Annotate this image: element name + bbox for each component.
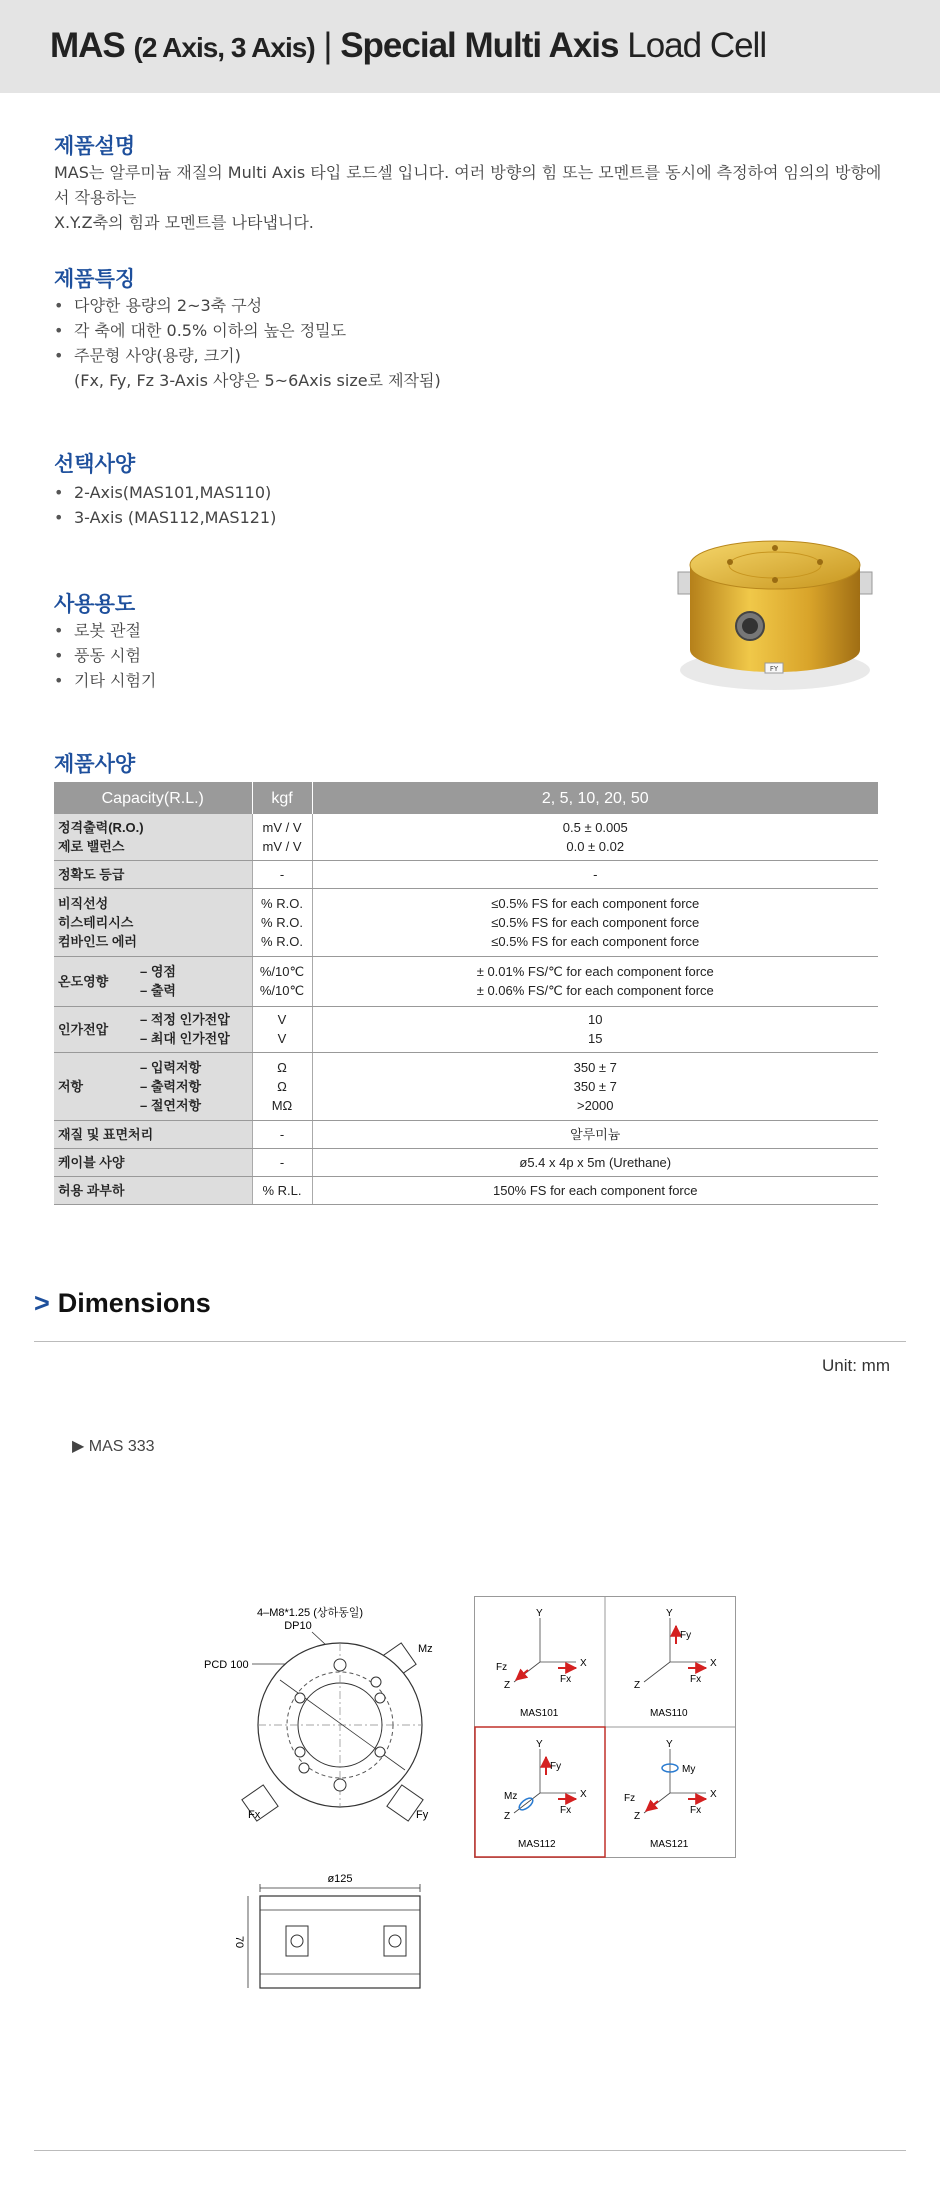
row-value xyxy=(312,1006,878,1052)
table-row xyxy=(54,1120,878,1148)
row-label: 케이블 사양 xyxy=(54,1148,252,1176)
row-sublabel xyxy=(140,1052,252,1120)
fx-label: Fx xyxy=(560,1674,572,1685)
fx-label: Fx xyxy=(560,1805,572,1816)
title-light: Load Cell xyxy=(627,26,767,65)
row-label-line: 비직선성 xyxy=(58,895,109,911)
list-item: • 로봇 관절 xyxy=(54,618,156,643)
list-item: • 3-Axis (MAS112,MAS121) xyxy=(54,505,276,530)
holes-depth: DP10 xyxy=(284,1620,312,1632)
row-label: 재질 및 표면처리 xyxy=(54,1120,252,1148)
value-line: ≤0.5% FS for each component force xyxy=(491,914,700,930)
sublabel-line: – 영점 xyxy=(140,964,176,979)
features-heading: 제품특징 xyxy=(54,267,136,291)
row-label: 인가전압 xyxy=(54,1006,140,1052)
fy-label: Fy xyxy=(680,1630,692,1641)
unit-line: Ω xyxy=(277,1059,287,1075)
fz-label: Fz xyxy=(496,1662,508,1673)
row-label xyxy=(54,814,252,860)
chevron-right-icon: > xyxy=(34,1288,50,1318)
value-line: 0.0 ± 0.02 xyxy=(566,838,625,854)
row-label: 저항 xyxy=(54,1052,140,1120)
mz-label: Mz xyxy=(418,1643,433,1655)
header-unit: kgf xyxy=(252,782,312,814)
row-label-line: 컴바인드 에러 xyxy=(58,933,137,949)
row-unit: - xyxy=(252,1120,312,1148)
row-label: 온도영향 xyxy=(54,956,140,1006)
table-row xyxy=(54,1148,878,1176)
table-row xyxy=(54,956,878,1006)
row-unit xyxy=(252,956,312,1006)
table-row xyxy=(54,1176,878,1204)
model-mas110: MAS110 xyxy=(650,1708,688,1719)
spec-table xyxy=(54,782,878,1205)
row-value xyxy=(312,1052,878,1120)
list-item: • 주문형 사양(용량, 크기) xyxy=(54,343,441,368)
row-value: - xyxy=(312,860,878,888)
unit-label: Unit: mm xyxy=(822,1356,890,1375)
unit-line: mV / V xyxy=(262,819,302,835)
description-heading: 제품설명 xyxy=(54,134,136,158)
axis-z-label: Z xyxy=(634,1680,641,1691)
table-row xyxy=(54,888,878,956)
title-bold: Special Multi Axis xyxy=(340,26,619,65)
unit-line: Ω xyxy=(277,1078,287,1094)
pcd-label: PCD 100 xyxy=(204,1659,249,1671)
axis-x-label: X xyxy=(580,1789,587,1800)
value-line: 15 xyxy=(588,1031,603,1046)
fx-label: Fx xyxy=(690,1805,702,1816)
sublabel-line: – 출력 xyxy=(140,983,176,998)
axis-x-label: X xyxy=(710,1789,717,1800)
my-label: My xyxy=(682,1764,696,1775)
unit-line: MΩ xyxy=(271,1097,293,1113)
usage-heading: 사용용도 xyxy=(54,592,136,616)
axis-x-label: X xyxy=(580,1658,587,1669)
row-unit xyxy=(252,1006,312,1052)
list-item: • 기타 시험기 xyxy=(54,668,156,693)
axis-z-label: Z xyxy=(634,1811,641,1822)
value-line: 350 ± 7 xyxy=(573,1059,617,1075)
row-value: ø5.4 x 4p x 5m (Urethane) xyxy=(312,1148,878,1176)
features-list xyxy=(54,293,441,393)
value-line: ≤0.5% FS for each component force xyxy=(491,933,700,949)
row-unit: - xyxy=(252,1148,312,1176)
axis-z-label: Z xyxy=(504,1680,511,1691)
row-value xyxy=(312,888,878,956)
axis-y-label: Y xyxy=(536,1739,543,1750)
fx-label: Fx xyxy=(248,1809,261,1821)
table-header-row xyxy=(54,782,878,814)
description-text xyxy=(54,160,894,235)
table-row xyxy=(54,1052,878,1120)
unit-line: % R.O. xyxy=(261,895,303,911)
description-line-1: MAS는 알루미늄 재질의 Multi Axis 타입 로드셀 입니다. 여러 방향의 힘 또는 모멘트를 동시에 측정하여 임의의 방향에서 작용하는 xyxy=(54,163,882,207)
row-sublabel xyxy=(140,1006,252,1052)
row-unit: % R.L. xyxy=(252,1176,312,1204)
axis-diagrams xyxy=(474,1596,736,1858)
value-line: ≤0.5% FS for each component force xyxy=(491,895,700,911)
mz-label: Mz xyxy=(504,1791,518,1802)
axis-z-label: Z xyxy=(504,1811,511,1822)
value-line: 10 xyxy=(588,1012,603,1027)
value-line: ± 0.06% FS/℃ for each component force xyxy=(476,983,714,998)
unit-line: %/10℃ xyxy=(259,983,305,998)
title-separator: | xyxy=(323,26,332,65)
axis-x-label: X xyxy=(710,1658,717,1669)
page-title xyxy=(50,26,766,66)
row-label xyxy=(54,888,252,956)
table-row xyxy=(54,1006,878,1052)
unit-line: % R.O. xyxy=(261,933,303,949)
page-header xyxy=(0,0,940,93)
description-line-2: X.Y.Z축의 힘과 모멘트를 나타냅니다. xyxy=(54,213,314,232)
row-value: 알루미늄 xyxy=(312,1120,878,1148)
fy-label: Fy xyxy=(416,1809,429,1821)
row-value xyxy=(312,956,878,1006)
list-item: • 다양한 용량의 2~3축 구성 xyxy=(54,293,441,318)
row-unit xyxy=(252,814,312,860)
header-values: 2, 5, 10, 20, 50 xyxy=(312,782,878,814)
axis-y-label: Y xyxy=(666,1608,673,1619)
row-unit: - xyxy=(252,860,312,888)
fy-label: Fy xyxy=(550,1761,562,1772)
sublabel-line: – 최대 인가전압 xyxy=(140,1031,230,1046)
sublabel-line: – 적정 인가전압 xyxy=(140,1012,230,1027)
row-sublabel xyxy=(140,956,252,1006)
header-capacity: Capacity(R.L.) xyxy=(54,782,252,814)
row-label: 정확도 등급 xyxy=(54,860,252,888)
sublabel-line: – 입력저항 xyxy=(140,1059,202,1075)
fz-label: Fz xyxy=(624,1793,636,1804)
row-value: 150% FS for each component force xyxy=(312,1176,878,1204)
unit-line: mV / V xyxy=(262,838,302,854)
row-label-line: 제로 밸런스 xyxy=(58,838,125,854)
value-line: >2000 xyxy=(576,1097,614,1113)
row-label: 허용 과부하 xyxy=(54,1176,252,1204)
axis-y-label: Y xyxy=(536,1608,543,1619)
model-label: ▶ MAS 333 xyxy=(72,1438,155,1455)
unit-line: V xyxy=(277,1031,287,1046)
options-list xyxy=(54,480,276,530)
divider xyxy=(34,2150,906,2151)
row-value xyxy=(312,814,878,860)
value-line: 350 ± 7 xyxy=(573,1078,617,1094)
model-mas121: MAS121 xyxy=(650,1839,689,1850)
dimensions-heading xyxy=(34,1288,211,1319)
unit-line: V xyxy=(277,1012,287,1027)
usage-list xyxy=(54,618,156,693)
list-item: • 각 축에 대한 0.5% 이하의 높은 정밀도 xyxy=(54,318,441,343)
title-model: MAS xyxy=(50,26,125,65)
product-image xyxy=(660,530,890,695)
model-mas112: MAS112 xyxy=(518,1839,556,1850)
model-mas101: MAS101 xyxy=(520,1708,559,1719)
sublabel-line: – 절연저항 xyxy=(140,1097,202,1113)
value-line: ± 0.01% FS/℃ for each component force xyxy=(476,964,714,979)
dimensions-title: Dimensions xyxy=(57,1288,211,1318)
row-label-line: 정격출력(R.O.) xyxy=(58,819,144,835)
connector-tag: FY xyxy=(769,665,779,673)
options-heading: 선택사양 xyxy=(54,452,136,476)
diameter-label: ø125 xyxy=(327,1873,353,1885)
fx-label: Fx xyxy=(690,1674,702,1685)
value-line: 0.5 ± 0.005 xyxy=(562,819,628,835)
holes-note: 4–M8*1.25 (상하동일) xyxy=(256,1607,364,1619)
row-unit xyxy=(252,1052,312,1120)
features-note: (Fx, Fy, Fz 3-Axis 사양은 5~6Axis size로 제작됨) xyxy=(74,371,441,390)
divider xyxy=(34,1341,906,1342)
height-label: 70 xyxy=(233,1935,245,1949)
axis-y-label: Y xyxy=(666,1739,673,1750)
list-item: • 풍동 시험 xyxy=(54,643,156,668)
list-item: • 2-Axis(MAS101,MAS110) xyxy=(54,480,276,505)
row-unit xyxy=(252,888,312,956)
unit-line: % R.O. xyxy=(261,914,303,930)
sublabel-line: – 출력저항 xyxy=(140,1078,202,1094)
row-label-line: 히스테리시스 xyxy=(58,914,134,930)
spec-heading: 제품사양 xyxy=(54,752,136,776)
title-axis: (2 Axis, 3 Axis) xyxy=(133,32,315,63)
table-row xyxy=(54,860,878,888)
unit-line: %/10℃ xyxy=(259,964,305,979)
dimension-drawing xyxy=(200,1600,460,2000)
table-row xyxy=(54,814,878,860)
